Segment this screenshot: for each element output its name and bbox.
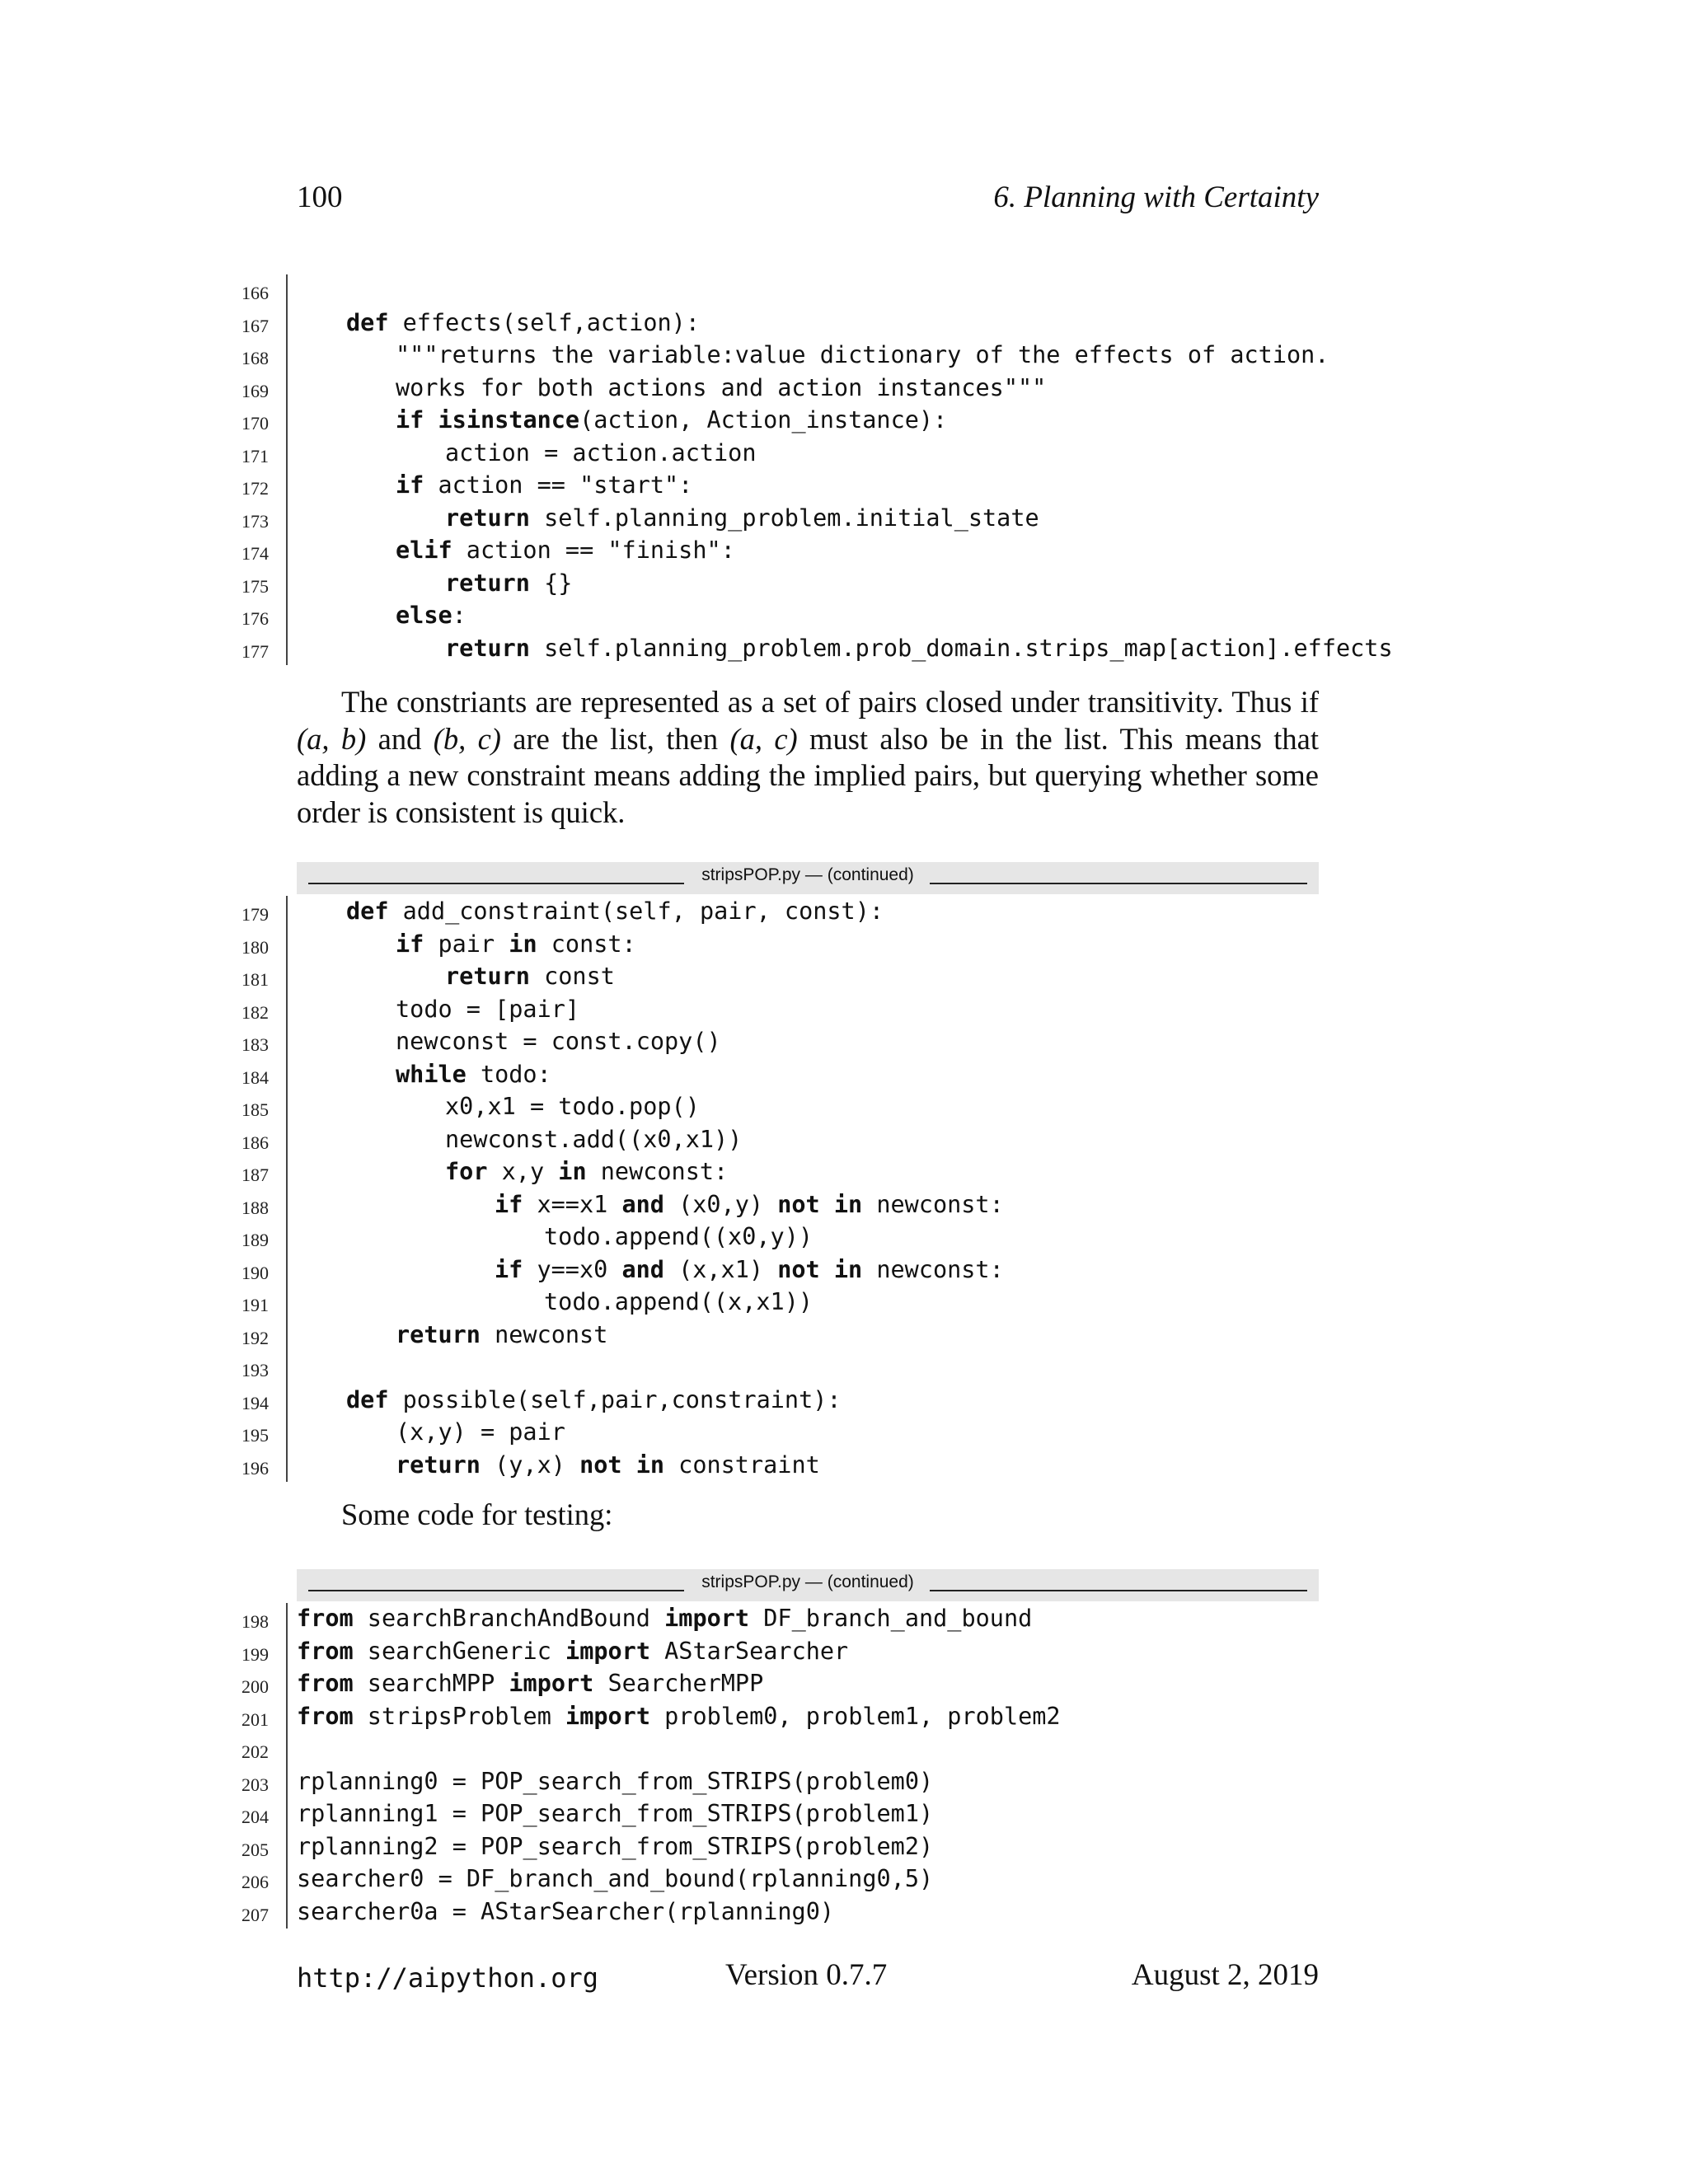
- code-token: todo.append((x0,y)): [544, 1223, 814, 1250]
- code-keyword: return: [445, 963, 530, 990]
- banner-label: stripsPOP.py — (continued): [701, 1572, 914, 1591]
- line-number: 176: [241, 608, 269, 629]
- code-line: [239, 535, 1393, 568]
- code-line: [239, 503, 1393, 536]
- line-number: 179: [241, 904, 269, 925]
- code-keyword: not in: [579, 1451, 665, 1479]
- line-number: 187: [241, 1165, 269, 1185]
- line-number: 181: [241, 969, 269, 990]
- code-token: :: [452, 602, 467, 629]
- code-token: todo.append((x,x1)): [544, 1288, 814, 1315]
- code-line: [239, 633, 1393, 666]
- code-line: [239, 1156, 1393, 1189]
- code-line: [239, 1026, 1393, 1059]
- code-line: [239, 1254, 1393, 1287]
- code-token: DF_branch_and_bound: [749, 1605, 1033, 1632]
- code-margin-rule: [286, 1156, 288, 1189]
- code-line: [239, 1417, 1393, 1450]
- code-token: constraint: [664, 1451, 820, 1479]
- code-text: [396, 1418, 565, 1446]
- code-text: [544, 1288, 813, 1315]
- line-number: 189: [241, 1230, 269, 1250]
- code-margin-rule: [286, 307, 288, 340]
- code-token: newconst = const.copy(): [396, 1028, 721, 1055]
- code-keyword: import: [565, 1702, 650, 1730]
- file-banner: [297, 1569, 1319, 1601]
- code-margin-rule: [286, 1221, 288, 1254]
- code-line: [239, 1091, 1393, 1124]
- code-margin-rule: [286, 994, 288, 1027]
- code-token: searchBranchAndBound: [353, 1605, 665, 1632]
- code-margin-rule: [286, 1701, 288, 1734]
- code-line: [239, 1701, 1393, 1734]
- code-keyword: return: [445, 634, 530, 662]
- code-token: pair: [424, 930, 509, 958]
- code-keyword: return: [396, 1320, 481, 1348]
- code-token: newconst:: [862, 1255, 1004, 1283]
- code-keyword: from: [297, 1670, 354, 1697]
- code-text: [445, 963, 615, 990]
- code-line: [239, 1831, 1393, 1864]
- line-number: 188: [241, 1197, 269, 1218]
- code-margin-rule: [286, 633, 288, 666]
- code-text: [445, 1158, 728, 1185]
- code-line: [239, 274, 1393, 307]
- code-keyword: return: [445, 569, 530, 597]
- code-text: [297, 1703, 1061, 1730]
- banner-rule-right: [930, 883, 1307, 884]
- code-margin-rule: [286, 1254, 288, 1287]
- code-line: [239, 307, 1393, 340]
- code-keyword: if: [495, 1190, 523, 1218]
- code-margin-rule: [286, 929, 288, 962]
- code-token: todo:: [466, 1060, 551, 1088]
- code-token: (x,y) = pair: [396, 1418, 565, 1446]
- code-line: [239, 994, 1393, 1027]
- code-text: [396, 341, 1329, 368]
- code-token: newconst:: [586, 1158, 729, 1185]
- code-keyword: if: [396, 406, 424, 434]
- code-token: stripsProblem: [353, 1702, 566, 1730]
- code-margin-rule: [286, 1733, 288, 1766]
- line-number: 169: [241, 380, 269, 401]
- code-text: [396, 1321, 607, 1348]
- code-line: [239, 1603, 1393, 1636]
- code-line: [239, 961, 1393, 994]
- line-number: 194: [241, 1392, 269, 1413]
- line-number: 186: [241, 1132, 269, 1153]
- code-line: [239, 405, 1393, 438]
- line-number: 177: [241, 640, 269, 662]
- code-text: [396, 1061, 551, 1088]
- line-number: 166: [241, 283, 269, 303]
- line-number: 170: [241, 413, 269, 434]
- code-margin-rule: [286, 340, 288, 373]
- code-token: searchGeneric: [353, 1637, 566, 1665]
- line-number: 175: [241, 575, 269, 597]
- code-token: const:: [537, 930, 636, 958]
- math-pair-ab: (a, b): [297, 721, 367, 756]
- code-line: [239, 1385, 1393, 1418]
- paragraph-text: The constriants are represented as a set of pairs closed under transitivity. Thus if: [341, 685, 1319, 719]
- line-number: 182: [241, 1001, 269, 1023]
- line-number: 206: [241, 1872, 269, 1892]
- page-number: 100: [297, 180, 343, 214]
- line-number: 184: [241, 1066, 269, 1088]
- math-pair-bc: (b, c): [433, 721, 501, 756]
- code-margin-rule: [286, 600, 288, 633]
- code-keyword: def: [346, 308, 389, 336]
- code-line: [239, 1798, 1393, 1831]
- footer-url[interactable]: http://aipython.org: [297, 1962, 599, 1994]
- code-text: [396, 1028, 721, 1055]
- line-number: 172: [241, 478, 269, 499]
- line-number: 201: [241, 1708, 269, 1730]
- code-margin-rule: [286, 1450, 288, 1483]
- code-token: rplanning2 = POP_search_from_STRIPS(problem2): [297, 1832, 934, 1860]
- code-token: rplanning0 = POP_search_from_STRIPS(problem0): [297, 1767, 934, 1795]
- code-keyword: import: [565, 1637, 650, 1665]
- code-margin-rule: [286, 1124, 288, 1157]
- code-margin-rule: [286, 503, 288, 536]
- banner-label: stripsPOP.py — (continued): [701, 865, 914, 884]
- line-number: 167: [241, 315, 269, 336]
- code-keyword: return: [396, 1451, 481, 1479]
- code-keyword: not in: [777, 1255, 863, 1283]
- line-number: 173: [241, 510, 269, 532]
- code-text: [396, 471, 692, 499]
- code-token: searcher0 = DF_branch_and_bound(rplanning0,5): [297, 1865, 934, 1892]
- line-number: 203: [241, 1774, 269, 1795]
- code-margin-rule: [286, 1352, 288, 1385]
- code-token: effects(self,action):: [388, 308, 700, 336]
- code-token: x==x1: [523, 1190, 622, 1218]
- code-line: [239, 600, 1393, 633]
- code-keyword: if: [495, 1255, 523, 1283]
- code-margin-rule: [286, 405, 288, 438]
- line-number: 180: [241, 936, 269, 958]
- code-keyword: from: [297, 1605, 354, 1632]
- code-text: [297, 1800, 933, 1827]
- line-number: 193: [241, 1360, 269, 1380]
- code-token: [424, 406, 438, 434]
- code-text: [396, 537, 735, 564]
- code-token: self.planning_problem.prob_domain.strips_map[action].effects: [529, 634, 1393, 662]
- code-margin-rule: [286, 1603, 288, 1636]
- code-keyword: else: [396, 602, 452, 629]
- code-keyword: return: [445, 504, 530, 532]
- code-line: [239, 929, 1393, 962]
- code-keyword: in: [509, 930, 537, 958]
- code-token: SearcherMPP: [593, 1670, 764, 1697]
- code-listing-constraints: [239, 896, 1393, 1482]
- code-token: x0,x1 = todo.pop(): [445, 1093, 700, 1120]
- line-number: 171: [241, 445, 269, 466]
- code-keyword: isinstance: [438, 406, 580, 434]
- line-number: 190: [241, 1262, 269, 1283]
- code-line: [239, 1766, 1393, 1799]
- code-margin-rule: [286, 535, 288, 568]
- code-text: [346, 898, 884, 925]
- code-margin-rule: [286, 1189, 288, 1222]
- code-line: [239, 1059, 1393, 1092]
- code-margin-rule: [286, 1091, 288, 1124]
- code-token: works for both actions and action instances""": [396, 373, 1047, 401]
- code-line: [239, 1189, 1393, 1222]
- code-keyword: while: [396, 1060, 467, 1088]
- line-number: 174: [241, 543, 269, 564]
- code-margin-rule: [286, 1286, 288, 1319]
- line-number: 200: [241, 1676, 269, 1697]
- code-line: [239, 568, 1393, 601]
- code-text: [445, 439, 757, 466]
- code-margin-rule: [286, 568, 288, 601]
- code-margin-rule: [286, 1417, 288, 1450]
- footer-date: August 2, 2019: [1131, 1958, 1319, 1992]
- constraints-paragraph: [297, 684, 1319, 831]
- code-text: [495, 1191, 1004, 1218]
- code-token: (x,x1): [663, 1255, 778, 1283]
- code-keyword: not in: [777, 1190, 863, 1218]
- code-keyword: if: [396, 930, 424, 958]
- code-margin-rule: [286, 470, 288, 503]
- code-token: """returns the variable:value dictionary of the effects of action.: [396, 341, 1329, 368]
- code-token: AStarSearcher: [649, 1637, 849, 1665]
- code-line: [239, 340, 1393, 373]
- code-keyword: and: [621, 1190, 664, 1218]
- code-text: [445, 569, 572, 597]
- testing-paragraph: Some code for testing:: [341, 1497, 613, 1531]
- code-token: self.planning_problem.initial_state: [529, 504, 1039, 532]
- code-text: [297, 1605, 1032, 1632]
- code-keyword: from: [297, 1637, 354, 1665]
- code-text: [297, 1898, 834, 1925]
- code-margin-rule: [286, 1636, 288, 1669]
- code-text: [396, 996, 579, 1023]
- code-keyword: in: [558, 1158, 587, 1185]
- code-margin-rule: [286, 896, 288, 929]
- code-text: [297, 1833, 933, 1860]
- code-keyword: for: [445, 1158, 488, 1185]
- code-token: newconst: [480, 1320, 608, 1348]
- code-token: rplanning1 = POP_search_from_STRIPS(problem1): [297, 1800, 934, 1827]
- code-token: const: [529, 963, 615, 990]
- code-text: [445, 504, 1039, 532]
- code-margin-rule: [286, 1766, 288, 1799]
- code-keyword: elif: [396, 537, 452, 564]
- line-number: 204: [241, 1807, 269, 1827]
- code-text: [297, 1638, 848, 1665]
- code-margin-rule: [286, 373, 288, 405]
- line-number: 202: [241, 1741, 269, 1762]
- code-line: [239, 1319, 1393, 1352]
- code-line: [239, 1863, 1393, 1896]
- code-token: (action, Action_instance):: [579, 406, 948, 434]
- code-token: action = action.action: [445, 438, 757, 466]
- banner-rule-right: [930, 1590, 1307, 1591]
- code-line: [239, 1286, 1393, 1319]
- code-line: [239, 1668, 1393, 1701]
- code-keyword: def: [346, 1385, 389, 1413]
- code-line: [239, 1352, 1393, 1385]
- code-token: (x0,y): [663, 1190, 778, 1218]
- line-number: 185: [241, 1099, 269, 1120]
- paragraph-text: and: [366, 721, 434, 756]
- code-line: [239, 470, 1393, 503]
- code-keyword: and: [621, 1255, 664, 1283]
- code-listing-effects: [239, 274, 1393, 665]
- code-token: newconst:: [862, 1190, 1004, 1218]
- code-token: action == "start":: [424, 471, 693, 499]
- code-keyword: import: [664, 1605, 750, 1632]
- line-number: 207: [241, 1904, 269, 1925]
- code-token: action == "finish":: [452, 537, 735, 564]
- code-token: {}: [529, 569, 573, 597]
- paragraph-text: are the list, then: [500, 721, 730, 756]
- line-number: 191: [241, 1295, 269, 1315]
- code-text: [445, 1093, 700, 1120]
- code-text: [396, 930, 636, 958]
- code-margin-rule: [286, 1059, 288, 1092]
- page-header: [297, 180, 1319, 221]
- code-text: [445, 635, 1393, 662]
- code-margin-rule: [286, 1863, 288, 1896]
- code-line: [239, 438, 1393, 471]
- code-token: add_constraint(self, pair, const):: [388, 898, 884, 925]
- code-text: [297, 1768, 933, 1795]
- line-number: 199: [241, 1643, 269, 1665]
- footer-version: Version 0.7.7: [725, 1958, 888, 1992]
- code-token: todo = [pair]: [396, 995, 580, 1023]
- code-text: [297, 1865, 933, 1892]
- code-margin-rule: [286, 1798, 288, 1831]
- code-line: [239, 1733, 1393, 1766]
- code-text: [396, 374, 1046, 401]
- code-line: [239, 1636, 1393, 1669]
- code-text: [346, 309, 700, 336]
- code-margin-rule: [286, 1668, 288, 1701]
- line-number: 183: [241, 1034, 269, 1055]
- code-line: [239, 1124, 1393, 1157]
- file-banner: [297, 862, 1319, 894]
- code-token: newconst.add((x0,x1)): [445, 1125, 743, 1153]
- chapter-title: 6. Planning with Certainty: [993, 180, 1319, 214]
- code-line: [239, 1221, 1393, 1254]
- code-line: [239, 1450, 1393, 1483]
- math-pair-ac: (a, c): [729, 721, 798, 756]
- code-margin-rule: [286, 1896, 288, 1929]
- code-margin-rule: [286, 1385, 288, 1418]
- line-number: 205: [241, 1839, 269, 1860]
- code-keyword: if: [396, 471, 424, 499]
- code-text: [396, 602, 467, 629]
- code-line: [239, 373, 1393, 405]
- code-line: [239, 1896, 1393, 1929]
- code-keyword: from: [297, 1702, 354, 1730]
- code-text: [445, 1126, 742, 1153]
- line-number: 195: [241, 1425, 269, 1446]
- page-footer: [297, 1957, 1319, 1999]
- code-text: [544, 1223, 813, 1250]
- code-token: possible(self,pair,constraint):: [388, 1385, 842, 1413]
- code-margin-rule: [286, 961, 288, 994]
- code-token: (y,x): [480, 1451, 580, 1479]
- code-text: [297, 1670, 763, 1697]
- line-number: 196: [241, 1457, 269, 1479]
- code-line: [239, 896, 1393, 929]
- code-keyword: def: [346, 898, 389, 925]
- code-text: [346, 1386, 842, 1413]
- code-margin-rule: [286, 1319, 288, 1352]
- code-token: searcher0a = AStarSearcher(rplanning0): [297, 1897, 835, 1925]
- paragraph-text: must also be in the list. This means that adding a new constraint means adding the implied pairs, but querying whether some order is consistent is quick.: [297, 721, 1320, 829]
- line-number: 168: [241, 348, 269, 368]
- code-text: [396, 406, 947, 434]
- code-margin-rule: [286, 438, 288, 471]
- code-token: problem0, problem1, problem2: [649, 1702, 1061, 1730]
- code-margin-rule: [286, 1026, 288, 1059]
- line-number: 198: [241, 1611, 269, 1632]
- code-listing-testing: [239, 1603, 1393, 1929]
- code-token: searchMPP: [353, 1670, 509, 1697]
- code-token: x,y: [487, 1158, 559, 1185]
- line-number: 192: [241, 1327, 269, 1348]
- code-token: y==x0: [523, 1255, 622, 1283]
- code-margin-rule: [286, 1831, 288, 1864]
- code-keyword: import: [509, 1670, 594, 1697]
- code-text: [495, 1256, 1004, 1283]
- code-margin-rule: [286, 274, 288, 307]
- code-text: [396, 1451, 820, 1479]
